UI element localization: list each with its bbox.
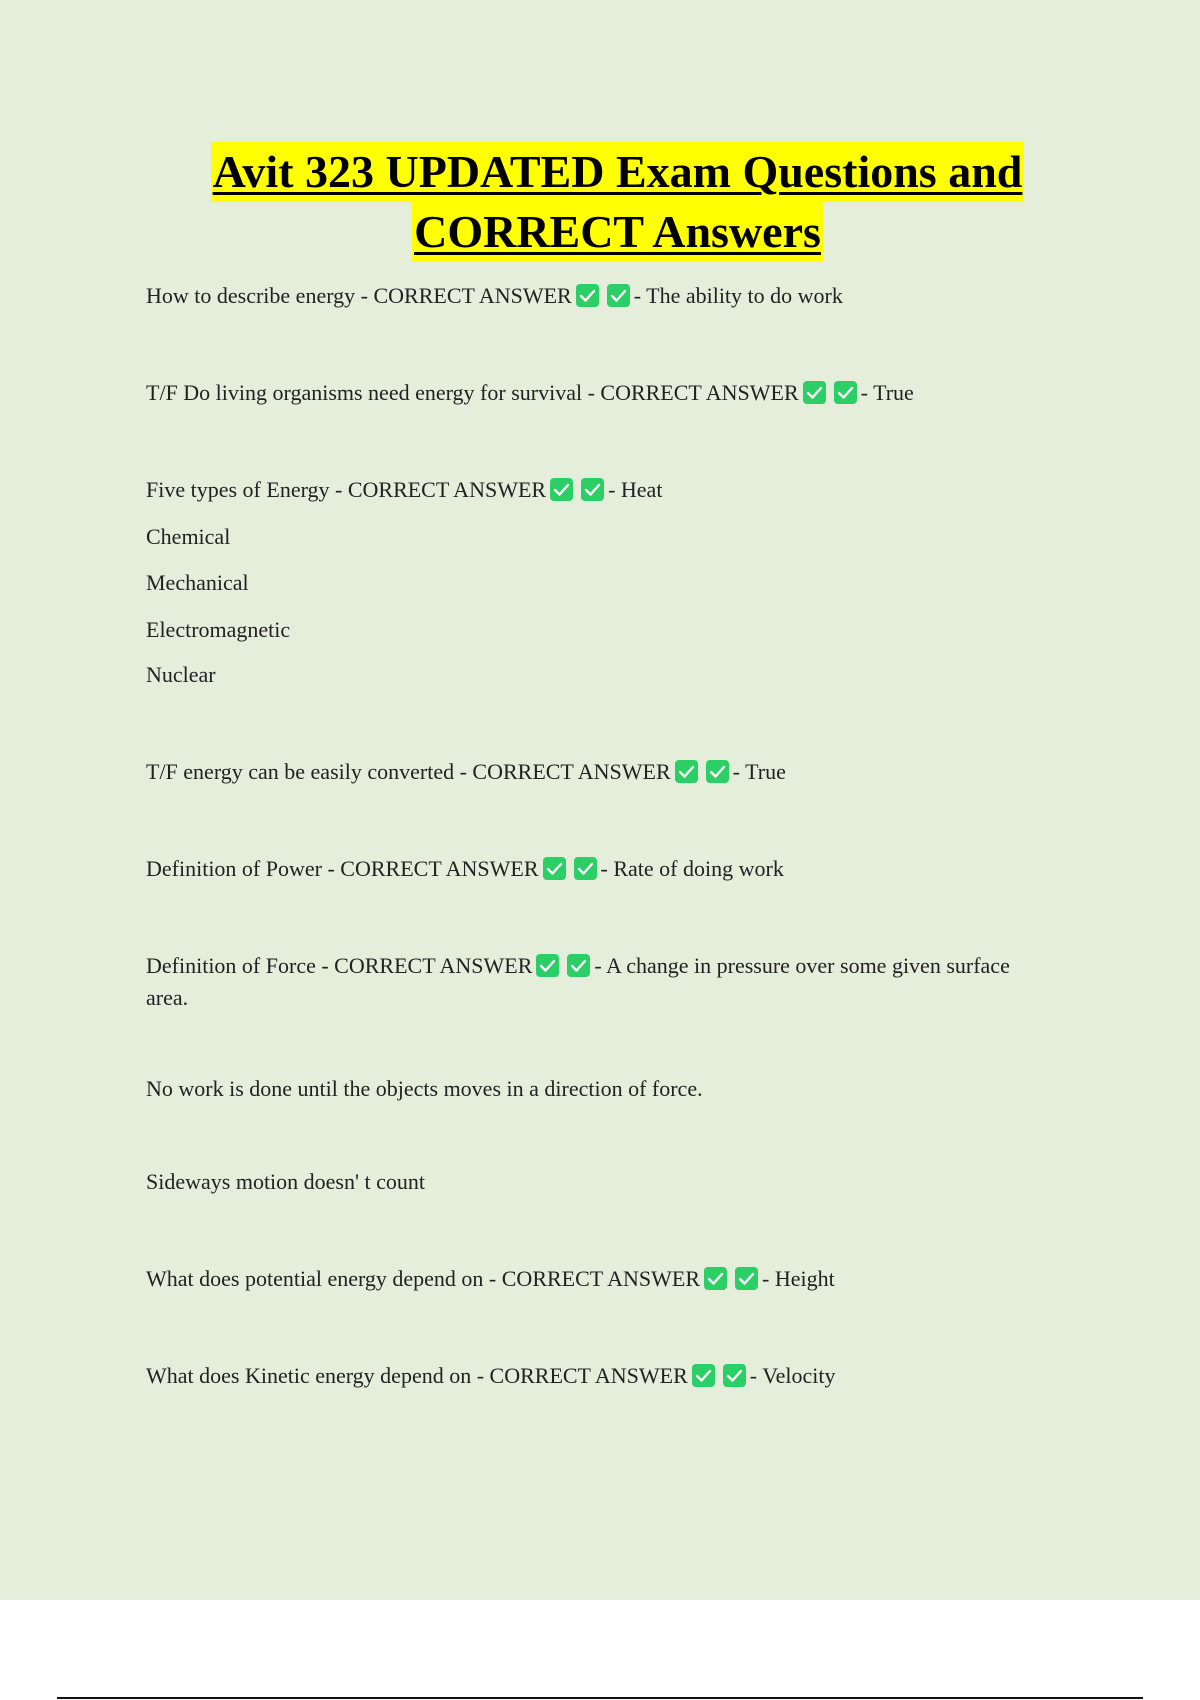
question-text: T/F energy can be easily converted - CORRECT ANSWER — [146, 759, 671, 784]
question-text: How to describe energy - CORRECT ANSWER — [146, 283, 572, 308]
answer-text: - Velocity — [749, 1363, 836, 1388]
title-line-2: CORRECT Answers — [412, 202, 823, 262]
question-text: Definition of Power - CORRECT ANSWER — [146, 856, 539, 881]
check-mark-icon — [706, 760, 729, 783]
check-mark-icon — [803, 381, 826, 404]
qa-item — [146, 377, 1046, 409]
page-bottom-rule — [57, 1697, 1143, 1699]
qa-item — [146, 1263, 1046, 1295]
check-mark-icon — [574, 857, 597, 880]
check-mark-icon — [834, 381, 857, 404]
qa-item — [146, 1360, 1046, 1392]
title-line-1: Avit 323 UPDATED Exam Questions and — [211, 142, 1025, 202]
qa-item — [146, 853, 1046, 885]
answer-text: - Rate of doing work — [600, 856, 784, 881]
answer-text: - True — [732, 759, 786, 784]
check-mark-icon — [723, 1364, 746, 1387]
check-mark-icon — [607, 284, 630, 307]
energy-type-item: Mechanical — [146, 570, 249, 595]
energy-type-item: Chemical — [146, 524, 231, 549]
question-text: What does potential energy depend on - CORRECT ANSWER — [146, 1266, 700, 1291]
check-mark-icon — [576, 284, 599, 307]
question-text: Definition of Force - CORRECT ANSWER — [146, 953, 533, 978]
check-mark-icon — [692, 1364, 715, 1387]
energy-type-item: Nuclear — [146, 662, 216, 687]
answer-text: - Heat — [608, 477, 663, 502]
question-text: Five types of Energy - CORRECT ANSWER — [146, 477, 547, 502]
answer-text: - The ability to do work — [633, 283, 843, 308]
question-text: T/F Do living organisms need energy for survival - CORRECT ANSWER — [146, 380, 799, 405]
note-text: Sideways motion doesn' t count — [146, 1169, 425, 1194]
check-mark-icon — [543, 857, 566, 880]
question-text: What does Kinetic energy depend on - CORRECT ANSWER — [146, 1363, 688, 1388]
check-mark-icon — [550, 478, 573, 501]
qa-item — [146, 280, 1046, 312]
qa-item — [146, 950, 1046, 1014]
qa-item — [146, 474, 1046, 506]
note-text: No work is done until the objects moves in a direction of force. — [146, 1076, 703, 1101]
check-mark-icon — [567, 954, 590, 977]
answer-text: - A change in pressure over some given surface area. — [146, 953, 1010, 1010]
check-mark-icon — [675, 760, 698, 783]
check-mark-icon — [536, 954, 559, 977]
check-mark-icon — [735, 1267, 758, 1290]
check-mark-icon — [704, 1267, 727, 1290]
qa-item — [146, 756, 1046, 788]
energy-type-item: Electromagnetic — [146, 617, 291, 642]
answer-text: - Height — [762, 1266, 835, 1291]
answer-text: - True — [860, 380, 914, 405]
document-title — [100, 142, 1135, 262]
check-mark-icon — [581, 478, 604, 501]
